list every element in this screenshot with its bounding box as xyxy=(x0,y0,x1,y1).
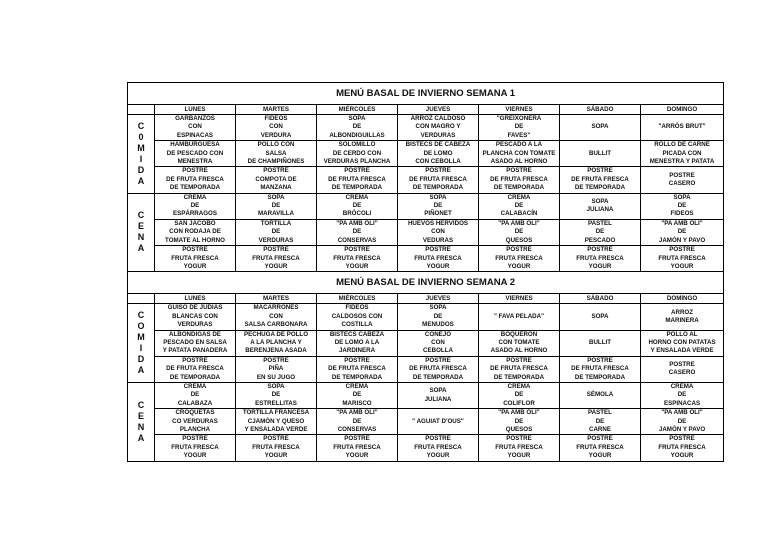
menu-dish-cell: CROQUETAS CO VERDURAS PLANCHA xyxy=(155,409,236,435)
comida-label: C 0 M I D A xyxy=(128,115,155,194)
menu-dish-cell: SOPA DE PIÑONET xyxy=(398,193,479,219)
cena-label: C E N A xyxy=(128,193,155,272)
menu-dish-cell: POSTRE DE FRUTA FRESCA DE TEMPORADA xyxy=(317,356,398,382)
menu-dish-cell: "PA AMB OLI" DE CONSERVAS xyxy=(317,219,398,245)
day-header: VIERNES xyxy=(479,105,560,115)
week-title-row xyxy=(128,272,724,294)
cena-row xyxy=(128,219,724,245)
menu-dish-cell: GUISO DE JUDIAS BLANCAS CON VERDURAS xyxy=(155,304,236,330)
menu-dish-cell: POSTRE DE FRUTA FRESCA DE TEMPORADA xyxy=(155,167,236,193)
weekly-menu-table xyxy=(127,82,724,462)
comida-row xyxy=(128,304,724,330)
cena-row xyxy=(128,193,724,219)
menu-dish-cell: SOPA xyxy=(560,304,641,330)
menu-dish-cell: POSTRE DE FRUTA FRESCA DE TEMPORADA xyxy=(155,356,236,382)
menu-dish-cell: PASTEL DE CARNE xyxy=(560,409,641,435)
menu-dish-cell: CREMA DE COLIFLOR xyxy=(479,382,560,408)
menu-dish-cell: "GREIXONERA DE FAVES" xyxy=(479,115,560,141)
menu-dish-cell: MACARRONES CON SALSA CARBONARA xyxy=(236,304,317,330)
menu-dish-cell: SOPA DE MARAVILLA xyxy=(236,193,317,219)
menu-dish-cell: BULLIT xyxy=(560,330,641,356)
menu-dish-cell: POSTRE FRUTA FRESCA YOGUR xyxy=(236,246,317,272)
menu-dish-cell: POSTRE DE FRUTA FRESCA DE TEMPORADA xyxy=(479,356,560,382)
menu-dish-cell: PECHUGA DE POLLO A LA PLANCHA Y BERENJENA ASADA xyxy=(236,330,317,356)
day-header-row xyxy=(128,105,724,115)
menu-dish-cell: SOPA JULIANA xyxy=(398,382,479,408)
menu-dish-cell: POSTRE FRUTA FRESCA YOGUR xyxy=(398,246,479,272)
menu-dish-cell: POSTRE FRUTA FRESCA YOGUR xyxy=(641,435,724,461)
menu-dish-cell: POSTRE FRUTA FRESCA YOGUR xyxy=(479,435,560,461)
menu-dish-cell: POLLO CON SALSA DE CHAMPIÑONES xyxy=(236,141,317,167)
menu-dish-cell: POSTRE FRUTA FRESCA YOGUR xyxy=(560,246,641,272)
menu-dish-cell: ROLLO DE CARNE PICADA CON MENESTRA Y PATATA xyxy=(641,141,724,167)
menu-dish-cell: POSTRE FRUTA FRESCA YOGUR xyxy=(155,435,236,461)
day-header: MARTES xyxy=(236,105,317,115)
menu-dish-cell: "ARRÒS BRUT" xyxy=(641,115,724,141)
menu-dish-cell: TORTILLA FRANCESA CJAMÓN Y QUESO Y ENSALADA VERDE xyxy=(236,409,317,435)
comida-label: C O M I D A xyxy=(128,304,155,383)
menu-dish-cell: SOLOMILLO DE CERDO CON VERDURAS PLANCHA xyxy=(317,141,398,167)
menu-dish-cell: ARROZ MARINERA xyxy=(641,304,724,330)
menu-dish-cell: POSTRE CASERO xyxy=(641,356,724,382)
menu-dish-cell: POSTRE FRUTA FRESCA YOGUR xyxy=(479,246,560,272)
menu-dish-cell: " FAVA PELADA" xyxy=(479,304,560,330)
menu-dish-cell: "PA AMB OLI" DE QUESOS xyxy=(479,219,560,245)
menu-dish-cell: SOPA JULIANA xyxy=(560,193,641,219)
corner-cell xyxy=(128,105,155,115)
menu-dish-cell: CREMA DE ESPINACAS xyxy=(641,382,724,408)
menu-dish-cell: POSTRE FRUTA FRESCA YOGUR xyxy=(155,246,236,272)
cena-row xyxy=(128,409,724,435)
day-header: JUEVES xyxy=(398,105,479,115)
week-title: MENÚ BASAL DE INVIERNO SEMANA 1 xyxy=(128,83,724,105)
menu-dish-cell: GARBANZOS CON ESPINACAS xyxy=(155,115,236,141)
menu-dish-cell: POLLO AL HORNO CON PATATAS Y ENSALADA VERDE xyxy=(641,330,724,356)
menu-dish-cell: FIDEOS CON VERDURA xyxy=(236,115,317,141)
menu-dish-cell: POSTRE FRUTA FRESCA YOGUR xyxy=(398,435,479,461)
menu-dish-cell: SOPA DE FIDEOS xyxy=(641,193,724,219)
menu-dish-cell: "PA AMB OLI" DE JAMÓN Y PAVO xyxy=(641,219,724,245)
menu-dish-cell: HUEVOS HERVIDOS CON VEDURAS xyxy=(398,219,479,245)
menu-dish-cell: SOPA DE MENUDOS xyxy=(398,304,479,330)
menu-dish-cell: CREMA DE CALABACÍN xyxy=(479,193,560,219)
day-header: SÁBADO xyxy=(560,105,641,115)
menu-dish-cell: POSTRE DE FRUTA FRESCA DE TEMPORADA xyxy=(560,167,641,193)
menu-dish-cell: BOQUERÓN CON TOMATE ASADO AL HORNO xyxy=(479,330,560,356)
menu-dish-cell: TORTILLA DE VERDURAS xyxy=(236,219,317,245)
menu-dish-cell: " AGUIAT D'OUS" xyxy=(398,409,479,435)
menu-dish-cell: SOPA DE ESTRELLITAS xyxy=(236,382,317,408)
menu-dish-cell: POSTRE FRUTA FRESCA YOGUR xyxy=(641,246,724,272)
menu-dish-cell: POSTRE FRUTA FRESCA YOGUR xyxy=(317,246,398,272)
comida-row xyxy=(128,330,724,356)
day-header-row xyxy=(128,294,724,304)
day-header: LUNES xyxy=(155,105,236,115)
menu-dish-cell: BISTECS DE CABEZA DE LOMO CON CEBOLLA xyxy=(398,141,479,167)
menu-dish-cell: POSTRE DE FRUTA FRESCA DE TEMPORADA xyxy=(560,356,641,382)
comida-row xyxy=(128,167,724,193)
day-header: MIÉRCOLES xyxy=(317,105,398,115)
menu-dish-cell: POSTRE DE FRUTA FRESCA DE TEMPORADA xyxy=(398,356,479,382)
menu-dish-cell: "PA AMB OLI" DE JAMÓN Y PAVO xyxy=(641,409,724,435)
day-header: DOMINGO xyxy=(641,294,724,304)
menu-dish-cell: SOPA xyxy=(560,115,641,141)
menu-dish-cell: CREMA DE BRÓCOLI xyxy=(317,193,398,219)
corner-cell xyxy=(128,294,155,304)
menu-dish-cell: SAN JACOBO CON RODAJA DE TOMATE AL HORNO xyxy=(155,219,236,245)
menu-dish-cell: ALBÓNDIGAS DE PESCADO EN SALSA Y PATATA PANADERA xyxy=(155,330,236,356)
menu-dish-cell: PESCADO A LA PLANCHA CON TOMATE ASADO AL HORNO xyxy=(479,141,560,167)
day-header: LUNES xyxy=(155,294,236,304)
week-title-row xyxy=(128,83,724,105)
menu-dish-cell: POSTRE FRUTA FRESCA YOGUR xyxy=(560,435,641,461)
week-title: MENÚ BASAL DE INVIERNO SEMANA 2 xyxy=(128,272,724,294)
day-header: JUEVES xyxy=(398,294,479,304)
day-header: VIERNES xyxy=(479,294,560,304)
menu-dish-cell: POSTRE DE FRUTA FRESCA DE TEMPORADA xyxy=(398,167,479,193)
day-header: SÁBADO xyxy=(560,294,641,304)
menu-dish-cell: PASTEL DE PESCADO xyxy=(560,219,641,245)
cena-label: C E N A xyxy=(128,382,155,461)
menu-dish-cell: CONEJO CON CEBOLLA xyxy=(398,330,479,356)
day-header: MIÉRCOLES xyxy=(317,294,398,304)
comida-row xyxy=(128,115,724,141)
menu-dish-cell: "PA AMB OLI" DE QUESOS xyxy=(479,409,560,435)
menu-dish-cell: POSTRE DE FRUTA FRESCA DE TEMPORADA xyxy=(479,167,560,193)
menu-dish-cell: CREMA DE ESPÁRRAGOS xyxy=(155,193,236,219)
menu-dish-cell: POSTRE COMPOTA DE MANZANA xyxy=(236,167,317,193)
cena-row xyxy=(128,246,724,272)
day-header: MARTES xyxy=(236,294,317,304)
menu-dish-cell: CREMA DE CALABAZA xyxy=(155,382,236,408)
menu-dish-cell: CREMA DE MARISCO xyxy=(317,382,398,408)
menu-dish-cell: FIDEOS CALDOSOS CON COSTILLA xyxy=(317,304,398,330)
comida-row xyxy=(128,141,724,167)
menu-dish-cell: POSTRE FRUTA FRESCA YOGUR xyxy=(317,435,398,461)
menu-dish-cell: "PA AMB OLI" DE CONSERVAS xyxy=(317,409,398,435)
menu-dish-cell: ARROZ CALDOSO CON MAGRO Y VERDURAS xyxy=(398,115,479,141)
cena-row xyxy=(128,435,724,461)
cena-row xyxy=(128,382,724,408)
menu-dish-cell: POSTRE PIÑA EN SU JUGO xyxy=(236,356,317,382)
menu-dish-cell: SÉMOLA xyxy=(560,382,641,408)
comida-row xyxy=(128,356,724,382)
menu-dish-cell: POSTRE FRUTA FRESCA YOGUR xyxy=(236,435,317,461)
menu-dish-cell: POSTRE CASERO xyxy=(641,167,724,193)
day-header: DOMINGO xyxy=(641,105,724,115)
menu-dish-cell: SOPA DE ALBONDIGUILLAS xyxy=(317,115,398,141)
menu-dish-cell: BULLIT xyxy=(560,141,641,167)
menu-dish-cell: HAMBURGUESA DE PESCADO CON MENESTRA xyxy=(155,141,236,167)
menu-dish-cell: POSTRE DE FRUTA FRESCA DE TEMPORADA xyxy=(317,167,398,193)
menu-dish-cell: BISTECS CABEZA DE LOMO A LA JARDINERA xyxy=(317,330,398,356)
